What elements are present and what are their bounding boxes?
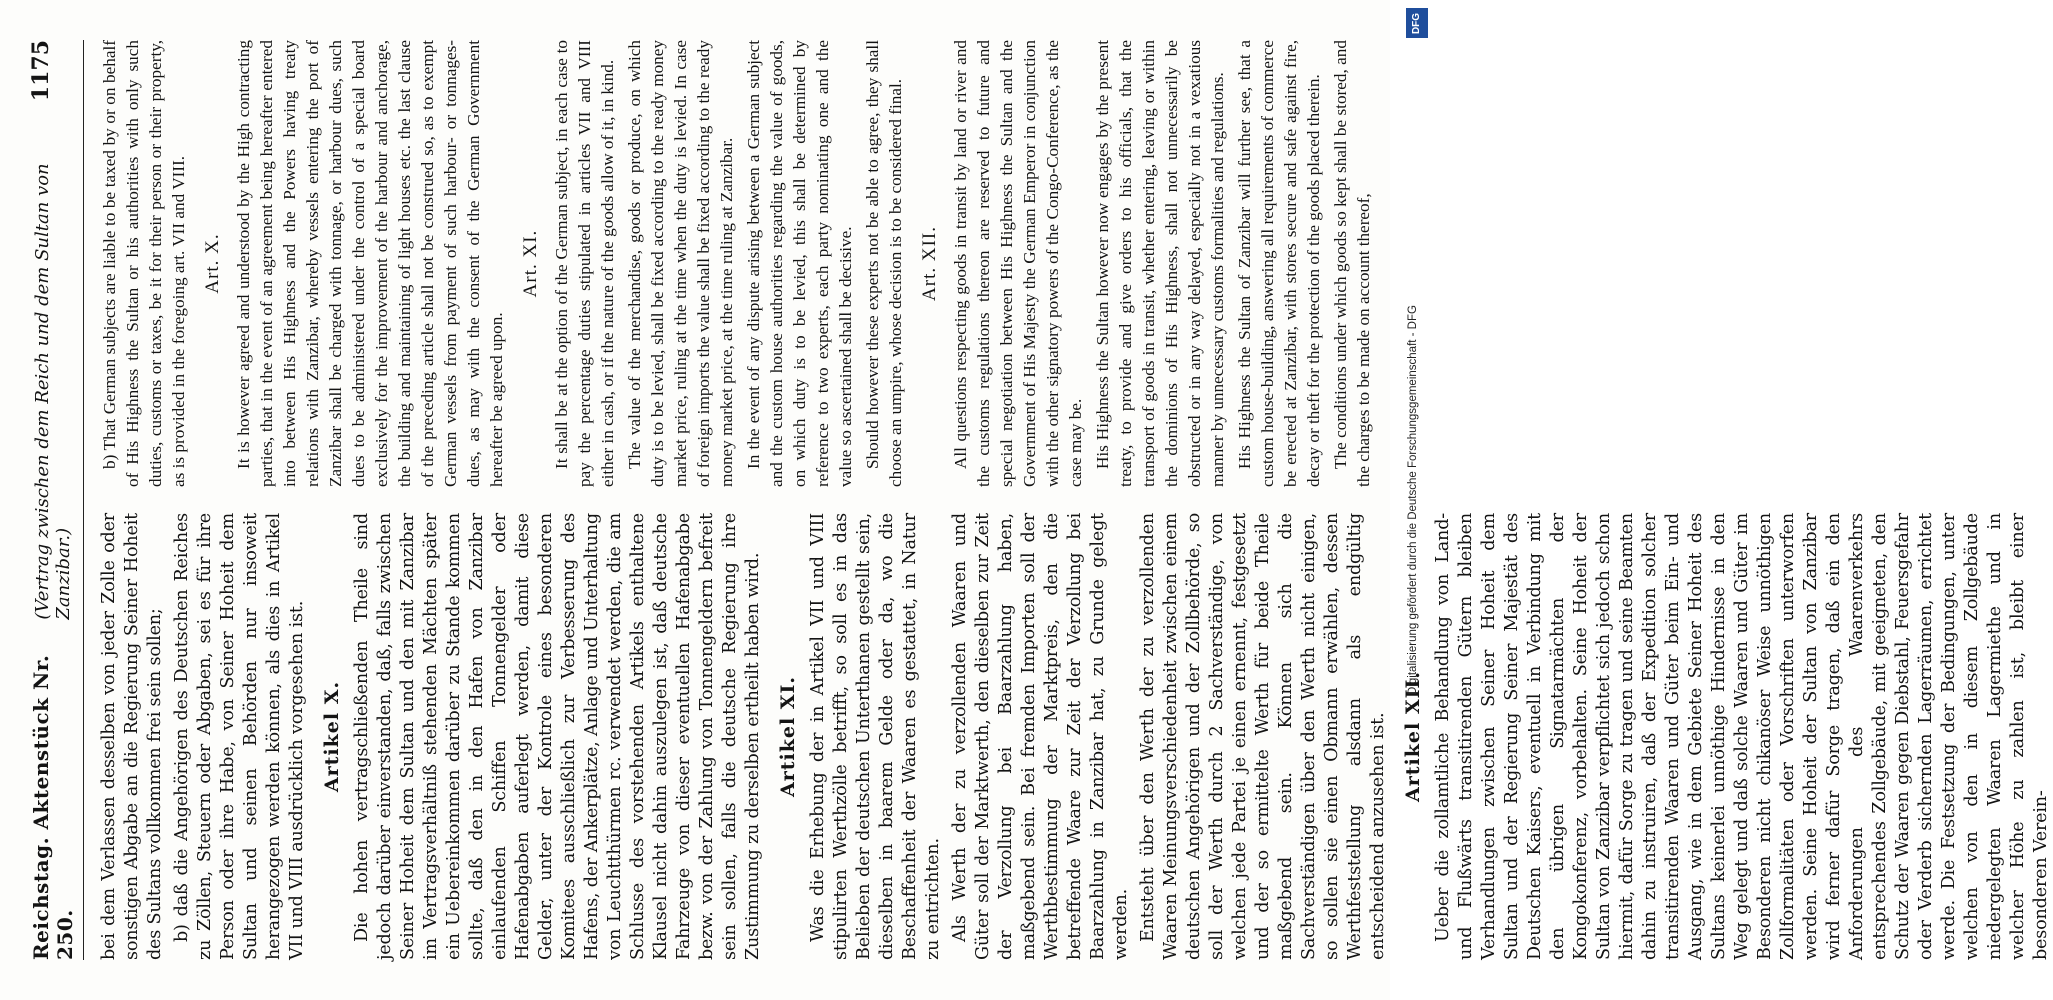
header-reichstag-label: Reichstag. Aktenstück Nr. 250. <box>29 654 77 960</box>
paragraph: His Highness the Sultan of Zanzibar will further see, that a custom house-building, answering all requirements of commerce be erected at Zanzibar, with stores secure and safe against fire, decay or theft for the protection of the goods placed therein. <box>1235 40 1323 487</box>
english-column <box>98 40 1388 487</box>
paragraph: Die hohen vertragschließenden Theile sind jedoch darüber einverstanden, daß, falls zwischen Seiner Hoheit dem Sultan und den mit Zanzibar im Vertragsverhältniß stehenden Mächten später ein Uebereinkommen darüber zu Stande kommen sollte, daß den in den Hafen von Zanzibar einlaufenden Schiffen Tonnengelder oder Hafenabgaben auferlegt werden, damit diese Gelder, unter der Kontrole eines besonderen Komitees ausschließlich zur Verbesserung des Hafens, der Ankerplätze, Anlage und Unterhaltung von Leuchtthürmen rc. verwendet werden, die am Schlusse des vorstehenden Artikels enthaltene Klausel nicht dahin auszulegen ist, daß deutsche Fahrzeuge von dieser eventuellen Hafenabgabe bezw. von der Zahlung von Tonnengeldern befreit sein sollen, falls die deutsche Regierung ihre Zustimmung zu derselben ertheilt haben wird. <box>352 513 763 960</box>
german-column <box>98 513 2051 960</box>
paragraph: Als Werth der zu verzollenden Waaren und Güter soll der Marktwerth, den dieselben zur Zeit der Verzollung bei Baarzahlung haben, maßgebend sein. Bei fremden Importen soll der Werthbestimmung der Marktpreis, den die betreffende Waare zur Zeit der Verzollung bei Baarzahlung in Zanzibar hat, zu Grunde gelegt werden. <box>950 513 1131 960</box>
paragraph: In the event of any dispute arising between a German subject and the custom house authorities regarding the value of goods, on which duty is to be levied, this shall be determined by reference to two experts, each party nominating one and the value so ascertained shall be decisive. <box>744 40 855 487</box>
page-header <box>28 40 84 960</box>
article-heading: Art. XII. <box>919 226 940 301</box>
paragraph: Should however these experts not be able to agree, they shall choose an umpire, whose decision is to be considered final. <box>863 40 905 487</box>
paragraph: His Highness the Sultan however now engages by the present treaty, to provide and give orders to his officials, that the transport of goods in transit, whether entering, leaving or within the dominions of His Highness, shall not unnecessarily be obstructed or in any way delayed, especially not in a vexatious manner by unnecessary customs formalities and regulations. <box>1093 40 1227 487</box>
dfg-logo-text: DFG <box>1411 12 1423 34</box>
page-number: 1175 <box>28 40 54 102</box>
article-heading: Art. X. <box>202 233 223 294</box>
paragraph: Ueber die zollamtliche Behandlung von Land- und Flußwärts transitirenden Gütern bleiben Verhandlungen zwischen Seiner Hoheit dem Sultan und der Regierung Seiner Majestät des Deutschen Kaisers, eventuell in Verbindung mit den übrigen Signatarmächten der Kongokonferenz, vorbehalten. Seine Hoheit der Sultan von Zanzibar verpflichtet sich jedoch schon hiermit, dafür Sorge zu tragen und seine Beamten dahin zu instruiren, daß der Expedition solcher transitirenden Waaren und Güter beim Ein- und Ausgang, wie in dem Gebiete Seiner Hoheit des Sultans keinerlei unnöthige Hindernisse in den Weg gelegt und daß solche Waaren und Güter im Besonderen nicht chikanöser Weise unnöthigen Zollformalitäten oder Vorschriften unterworfen werden. Seine Hoheit der Sultan von Zanzibar wird ferner dafür Sorge tragen, daß ein den Anforderungen des Waarenverkehrs entsprechendes Zollgebäude, mit geeigneten, den Schutz der Waaren gegen Diebstahl, Feuersgefahr oder Verderb sichernden Lagerräumen, errichtet werde. Die Festsetzung der Bedingungen, unter welchen von den in diesem Zollgebäude niedergelegten Waaren Lagermiethe und in welcher Höhe zu zahlen ist, bleibt einer besonderen Verein- <box>1433 513 2051 960</box>
article-heading: Art. XI. <box>520 229 541 298</box>
article-heading: Artikel XII. <box>1402 671 1424 802</box>
paragraph: Was die Erhebung der in Artikel VII und VIII stipulirten Werthzölle betrifft, so soll es in das Belieben der deutschen Unterthanen gestellt sein, dieselben in baarem Gelde oder da, wo die Beschaffenheit der Waaren es gestattet, in Natur zu entrichten. <box>808 513 943 960</box>
paragraph: It shall be at the option of the German subject, in each case to pay the percentage duties stipulated in articles VII and VIII either in cash, or if the nature of the goods allow of it, in kind. <box>552 40 617 487</box>
paragraph: bei dem Verlassen desselben von jeder Zolle oder sonstigen Abgabe an die Regierung Seiner Hoheit des Sultans vollkommen frei sein sollen; <box>99 513 165 960</box>
digitization-credit <box>1398 0 1428 1000</box>
paragraph: The value of the merchandise, goods or produce, on which duty is to be levied, shall be fixed according to the ready money market price, ruling at the time when the duty is levied. In case of foreign imports the value shall be fixed according to the ready money market price, at the time ruling at Zanzibar. <box>625 40 736 487</box>
article-heading: Artikel X. <box>321 680 343 793</box>
paragraph: b) That German subjects are liable to be taxed by or on behalf of His Highness the Sultan or his authorities with only such duties, customs or taxes, be it for their person or their property, as is provided in the foregoing art. VII and VIII. <box>100 40 188 487</box>
dfg-logo <box>1406 8 1428 38</box>
article-heading: Artikel XI. <box>777 675 799 798</box>
paragraph: The conditions under which goods so kept shall be stored, and the charges to be made on account thereof, <box>1331 40 1373 487</box>
paragraph: Entsteht über den Werth der zu verzollenden Waaren Meinungsverschiedenheit zwischen einem deutschen Angehörigen und der Zollbehörde, so soll der Werth durch 2 Sachverständige, von welchen jede Partei je einen ernennt, festgesetzt und der so ermittelte Werth für beide Theile maßgebend sein. Können sich die Sachverständigen über den Werth nicht einigen, so sollen sie einen Obmann erwählen, dessen Werthfeststellung alsdann als endgültig entscheidend anzusehen ist. <box>1138 513 1388 960</box>
paragraph: It is however agreed and understood by the High contracting parties, that in the event of an agreement being hereafter entered into between His Highness and the Powers having treaty relations with Zanzibar, whereby vessels entering the port of Zanzibar shall be charged with tonnage, or harbour dues, such dues to be administered under the control of a special board exclusively for the improvement of the harbour and anchorage, the building and maintaining of light houses etc. the last clause of the preceding article shall not be construed so, as to exempt German vessels from payment of such harbour- or tonnages-dues, as may with the consent of the German Government hereafter be agreed upon. <box>234 40 506 487</box>
header-treaty-title: (Vertrag zwischen dem Reich und dem Sultan von Zanzibar.) <box>32 163 74 620</box>
paragraph: b) daß die Angehörigen des Deutschen Reiches zu Zöllen, Steuern oder Abgaben, sei es für ihre Person oder ihre Habe, von Seiner Hoheit dem Sultan und seinen Behörden nur insoweit herangezogen werden können, als dies in Artikel VII und VIII ausdrücklich vorgesehen ist. <box>172 513 307 960</box>
digitization-credit-text: Digitalisierung gefördert durch die Deutsche Forschungsgemeinschaft - DFG <box>1407 305 1419 695</box>
paragraph: All questions respecting goods in transit by land or river and the customs regulations thereon are reserved to future and special negotiation between His Highness the Sultan and the Government of His Majesty the German Emperor in conjunction with the other signatory powers of the Congo-Conference, as the case may be. <box>951 40 1085 487</box>
